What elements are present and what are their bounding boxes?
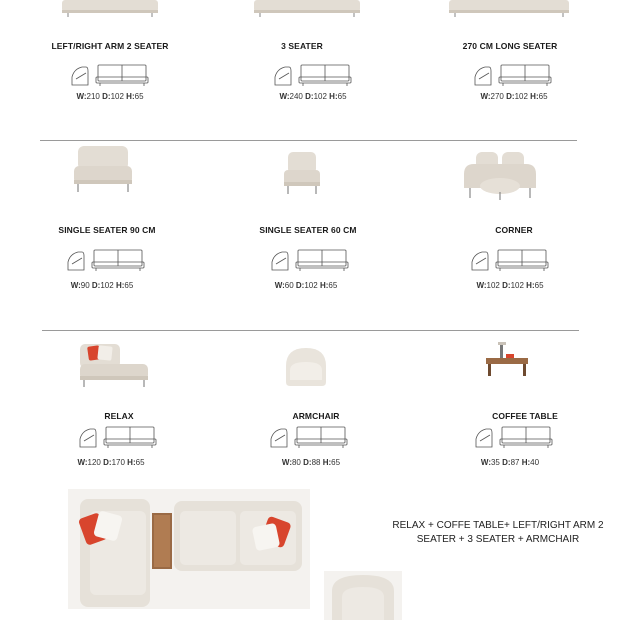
height-value: 40 [530,458,540,467]
dimension-diagram-icon [473,63,553,89]
product-dimensions [16,458,206,467]
product-dimensions [216,458,406,467]
depth-label: D: [295,281,305,290]
product-name: ARMCHAIR [292,411,340,421]
section-divider [40,140,577,141]
depth-value: 87 [510,458,520,467]
sofa-270-image [447,0,571,18]
product-dimensions [415,281,605,290]
combination-caption-line2: SEATER + 3 SEATER + ARMCHAIR [416,534,580,545]
product-dimensions [211,281,401,290]
dimension-diagram-icon [269,425,349,451]
width-label: W: [480,92,491,101]
sofa-3-seater-image [252,0,362,18]
dimension-diagram-icon [66,248,146,274]
product-name: LEFT/RIGHT ARM 2 SEATER [51,41,169,51]
width-label: W: [480,458,491,467]
depth-value: 102 [110,92,124,101]
depth-label: D: [502,281,511,290]
single-seater-90-image [72,144,134,196]
depth-value: 88 [311,458,321,467]
coffee-table-image [484,340,530,380]
product-cell [15,41,205,51]
depth-label: D: [305,92,314,101]
width-value: 102 [486,281,500,290]
section-divider [42,330,579,331]
height-value: 65 [135,458,145,467]
width-value: 80 [291,458,301,467]
height-value: 65 [328,281,338,290]
depth-value: 102 [510,281,524,290]
product-name: CORNER [495,225,533,235]
width-label: W: [70,281,81,290]
width-value: 240 [289,92,303,101]
product-name: COFFEE TABLE [492,411,558,421]
product-dimensions [7,281,197,290]
depth-value: 102 [304,281,318,290]
depth-label: D: [502,458,511,467]
product-name: 3 SEATER [281,41,323,51]
combination-sofa-image [68,489,310,609]
depth-label: D: [303,458,312,467]
relax-sofa-image [78,340,150,390]
combination-caption [378,519,618,547]
product-cell [221,411,411,421]
combination-armchair-image [324,571,402,620]
height-value: 65 [538,92,548,101]
depth-label: D: [506,92,515,101]
depth-label: D: [103,458,112,467]
dimension-diagram-icon [470,248,550,274]
height-value: 65 [534,281,544,290]
width-value: 270 [490,92,504,101]
height-label: H: [126,92,135,101]
width-label: W: [281,458,292,467]
dimension-diagram-icon [474,425,554,451]
product-name: SINGLE SEATER 90 CM [58,225,156,235]
product-cell [207,41,397,51]
width-label: W: [476,281,487,290]
product-dimensions [218,92,408,101]
sofa-2-seater-image [60,0,160,18]
product-cell [430,411,620,421]
armchair-image [282,344,330,388]
dimension-diagram-icon [273,63,353,89]
dimension-diagram-icon [270,248,350,274]
width-value: 120 [87,458,101,467]
height-label: H: [526,281,535,290]
width-label: W: [77,458,88,467]
depth-value: 102 [313,92,327,101]
product-cell [415,41,605,51]
width-label: W: [76,92,87,101]
product-dimensions [419,92,609,101]
combination-caption-line1: RELAX + COFFE TABLE+ LEFT/RIGHT ARM 2 [392,520,604,531]
product-cell [213,225,403,235]
product-cell [24,411,214,421]
product-dimensions [415,458,605,467]
width-label: W: [279,92,290,101]
product-cell [12,225,202,235]
height-value: 65 [331,458,341,467]
dimension-diagram-icon [78,425,158,451]
height-label: H: [329,92,338,101]
product-dimensions [15,92,205,101]
product-name: SINGLE SEATER 60 CM [259,225,357,235]
depth-value: 102 [514,92,528,101]
corner-seat-image [462,148,538,202]
height-label: H: [521,458,531,467]
height-value: 65 [124,281,134,290]
height-value: 65 [134,92,144,101]
product-cell [419,225,609,235]
product-name: RELAX [104,411,134,421]
depth-value: 170 [111,458,125,467]
dimension-diagram-icon [70,63,150,89]
width-label: W: [274,281,285,290]
width-value: 210 [86,92,100,101]
height-label: H: [319,281,329,290]
depth-label: D: [91,281,101,290]
height-label: H: [115,281,125,290]
product-name: 270 CM LONG SEATER [462,41,558,51]
width-value: 35 [490,458,500,467]
height-label: H: [322,458,332,467]
height-value: 65 [337,92,347,101]
width-value: 90 [80,281,90,290]
depth-label: D: [102,92,111,101]
width-value: 60 [284,281,294,290]
single-seater-60-image [282,150,322,198]
depth-value: 102 [100,281,114,290]
height-label: H: [530,92,539,101]
height-label: H: [127,458,136,467]
